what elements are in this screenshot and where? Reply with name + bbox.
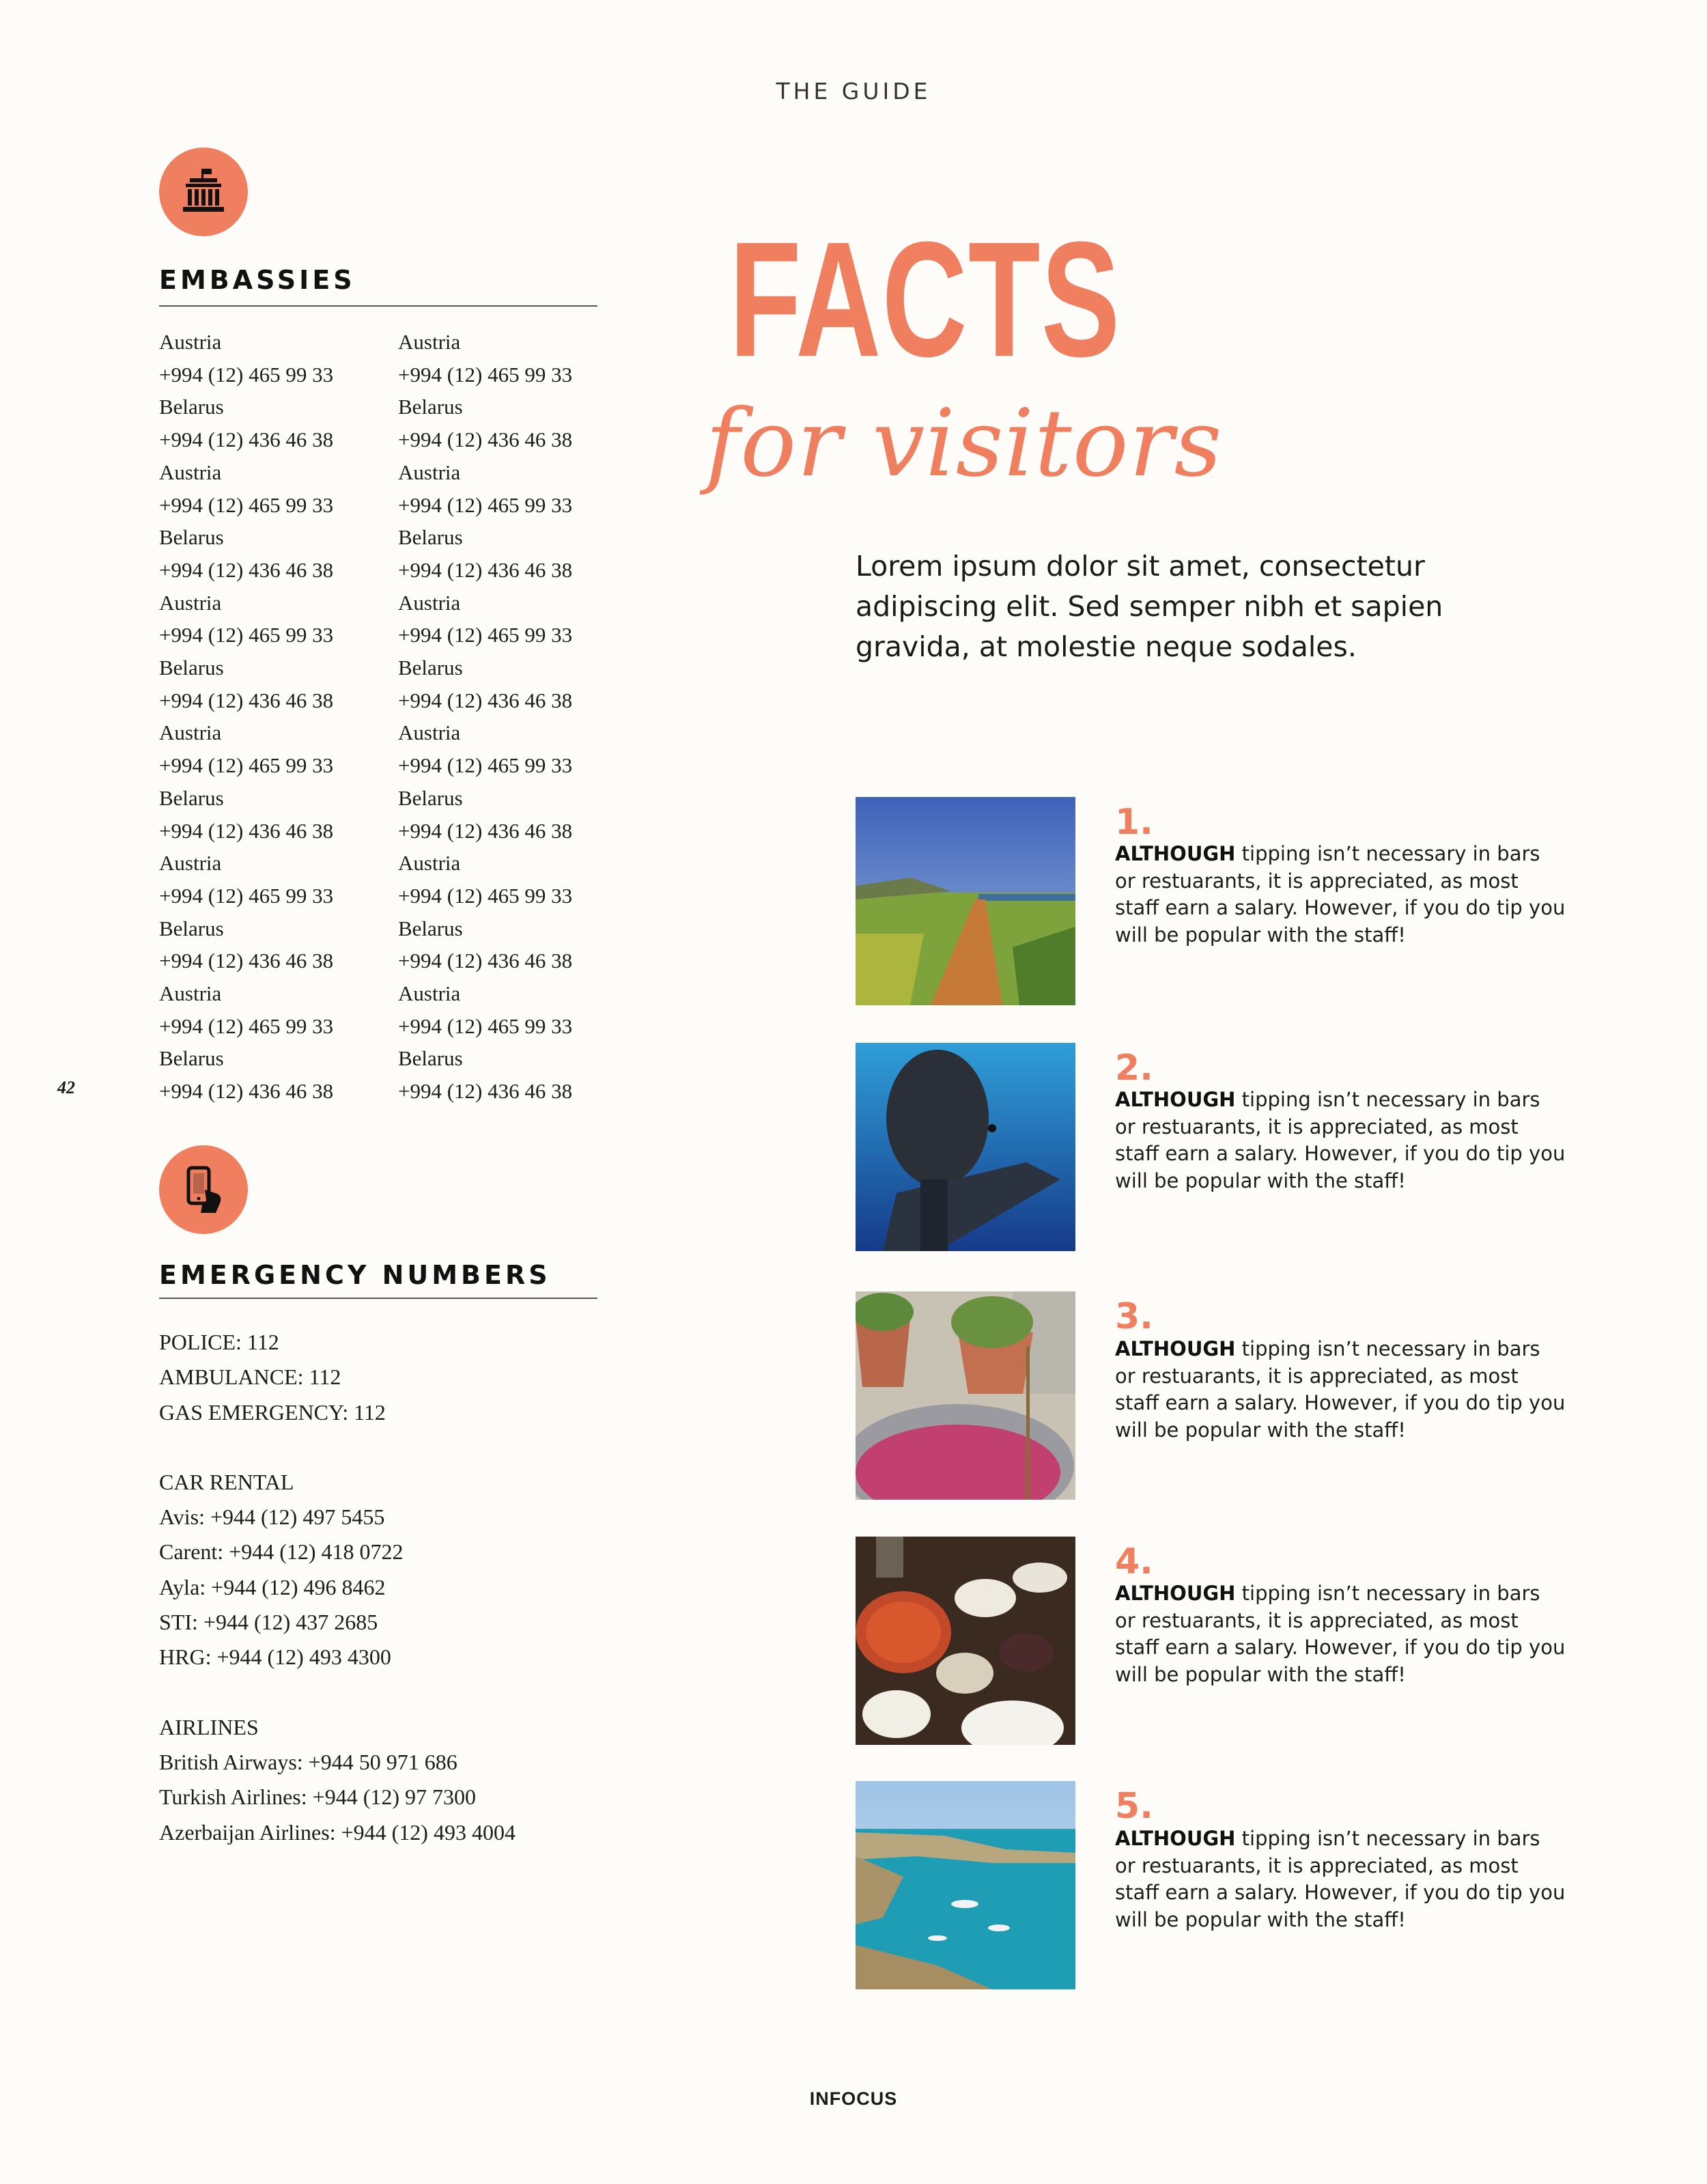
car-rental-line: Avis: +944 (12) 497 5455 (159, 1504, 385, 1530)
embassy-entry: Belarus +994 (12) 436 46 38 (398, 916, 573, 973)
embassy-entry: Belarus +994 (12) 436 46 38 (159, 395, 334, 452)
rose-petals-and-potted-plants-photo (856, 1291, 1075, 1500)
emergency-line: GAS EMERGENCY: 112 (159, 1399, 386, 1425)
embassy-entry: Belarus +994 (12) 436 46 38 (398, 656, 573, 712)
fact-number: 4. (1115, 1541, 1153, 1582)
intro-paragraph: Lorem ipsum dolor sit amet, consectetur adipiscing elit. Sed semper nibh et sapien gravida, at molestie neque sodales. (856, 550, 1443, 663)
embassy-entry: Austria +994 (12) 465 99 33 (398, 460, 573, 517)
embassies-list (159, 326, 596, 1108)
emergency-divider (159, 1298, 597, 1299)
airline-line: British Airways: +944 50 971 686 (159, 1749, 457, 1774)
emergency-title: EMERGENCY NUMBERS (159, 1260, 551, 1290)
embassy-entry: Austria +994 (12) 465 99 33 (159, 330, 334, 387)
embassy-entry: Belarus +994 (12) 436 46 38 (159, 656, 334, 712)
airline-line: Turkish Airlines: +944 (12) 97 7300 (159, 1784, 476, 1810)
embassy-entry: Belarus +994 (12) 436 46 38 (159, 525, 334, 582)
embassy-entry: Austria +994 (12) 465 99 33 (398, 330, 573, 387)
embassy-entry: Austria +994 (12) 465 99 33 (159, 460, 334, 517)
embassy-entry: Austria +994 (12) 465 99 33 (159, 851, 334, 908)
embassy-entry: Belarus +994 (12) 436 46 38 (159, 785, 334, 843)
turquoise-bay-with-boats-photo (856, 1781, 1075, 1989)
meze-table-food-photo (856, 1537, 1075, 1745)
fact-text: ALTHOUGH tipping isn’t necessary in bars or restuarants, it is appreciated, as most staff earn a salary. However, if you do tip you will be popular with the staff! (1115, 1088, 1566, 1192)
car-rental-heading: CAR RENTAL (159, 1469, 294, 1494)
embassy-entry: Austria +994 (12) 465 99 33 (159, 720, 334, 778)
footer-brand: INFOCUS (809, 2088, 898, 2109)
embassy-entry: Austria +994 (12) 465 99 33 (398, 981, 573, 1038)
embassies-title: EMBASSIES (159, 265, 356, 295)
embassies-divider (159, 305, 597, 307)
airline-line: Azerbaijan Airlines: +944 (12) 493 4004 (159, 1819, 516, 1845)
embassy-entry: Austria +994 (12) 465 99 33 (398, 590, 573, 647)
airlines-heading: AIRLINES (159, 1714, 259, 1739)
embassy-entry: Belarus +994 (12) 436 46 38 (159, 916, 334, 973)
car-rental-line: Carent: +944 (12) 418 0722 (159, 1539, 404, 1565)
embassy-entry: Austria +994 (12) 465 99 33 (398, 851, 573, 908)
underwater-shipwreck-propeller-photo (856, 1043, 1075, 1251)
page-subtitle: for visitors (705, 390, 1223, 498)
embassy-building-icon (159, 148, 248, 236)
embassy-entry: Austria +994 (12) 465 99 33 (159, 590, 334, 647)
embassy-entry: Belarus +994 (12) 436 46 38 (398, 395, 573, 452)
car-rental-line: HRG: +944 (12) 493 4300 (159, 1644, 391, 1670)
embassy-entry: Belarus +994 (12) 436 46 38 (159, 1046, 334, 1104)
car-rental-line: Ayla: +944 (12) 496 8462 (159, 1574, 386, 1599)
countryside-dirt-road-photo (856, 797, 1075, 1005)
page-number: 42 (57, 1078, 75, 1097)
page-title: FACTS (729, 208, 1121, 391)
running-head: THE GUIDE (776, 78, 931, 104)
embassy-entry: Belarus +994 (12) 436 46 38 (398, 1046, 573, 1104)
fact-number: 2. (1115, 1048, 1153, 1089)
car-rental-line: STI: +944 (12) 437 2685 (159, 1610, 378, 1635)
emergency-list (159, 1325, 516, 1850)
embassy-entry: Belarus +994 (12) 436 46 38 (398, 525, 573, 582)
fact-number: 3. (1115, 1296, 1153, 1337)
emergency-line: AMBULANCE: 112 (159, 1364, 341, 1390)
emergency-line: POLICE: 112 (159, 1330, 279, 1354)
fact-number: 1. (1115, 802, 1153, 843)
fact-text: ALTHOUGH tipping isn’t necessary in bars or restuarants, it is appreciated, as most staff earn a salary. However, if you do tip you will be popular with the staff! (1115, 1337, 1566, 1442)
embassy-entry: Austria +994 (12) 465 99 33 (398, 720, 573, 778)
phone-hand-icon (159, 1145, 248, 1234)
fact-text: ALTHOUGH tipping isn’t necessary in bars or restuarants, it is appreciated, as most staff earn a salary. However, if you do tip you will be popular with the staff! (1115, 842, 1566, 947)
fact-text: ALTHOUGH tipping isn’t necessary in bars or restuarants, it is appreciated, as most staff earn a salary. However, if you do tip you will be popular with the staff! (1115, 1582, 1566, 1686)
embassy-entry: Austria +994 (12) 465 99 33 (159, 981, 334, 1038)
embassy-entry: Belarus +994 (12) 436 46 38 (398, 785, 573, 843)
fact-text: ALTHOUGH tipping isn’t necessary in bars or restuarants, it is appreciated, as most staff earn a salary. However, if you do tip you will be popular with the staff! (1115, 1827, 1566, 1931)
fact-number: 5. (1115, 1786, 1153, 1827)
